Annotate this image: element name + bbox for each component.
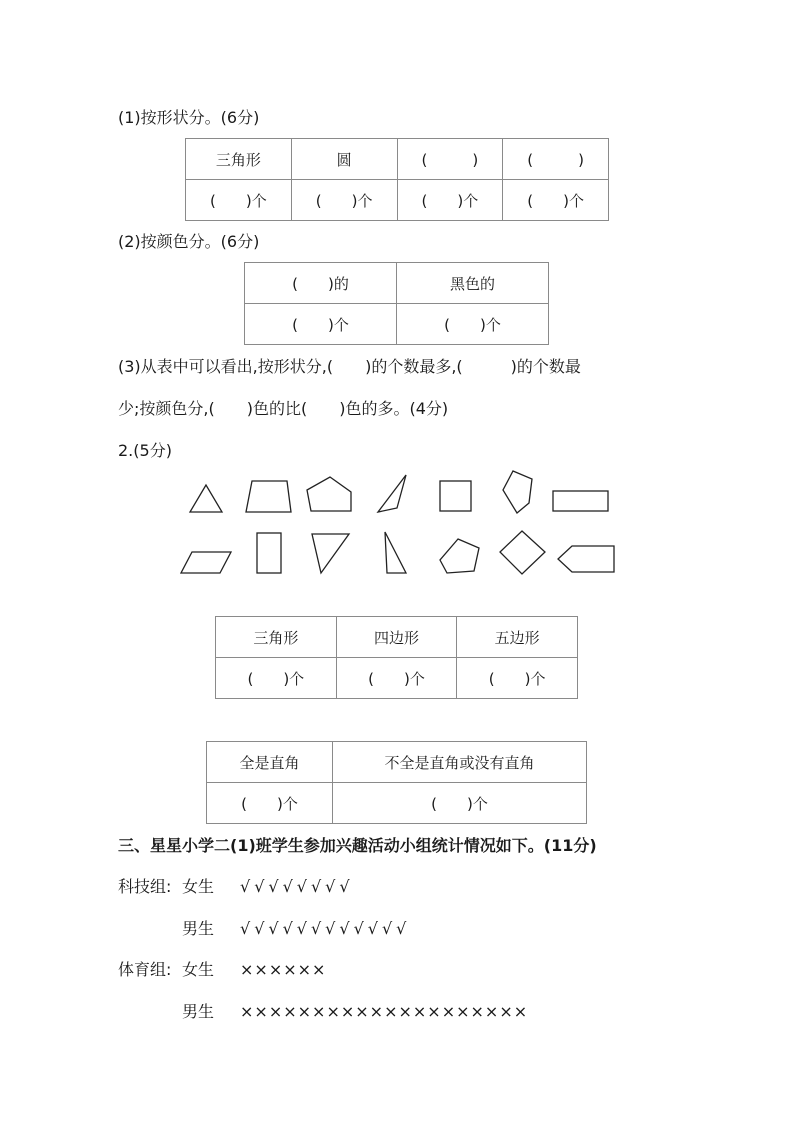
header-color-blank[interactable]: ( )的: [245, 263, 397, 304]
q3-line2: 少;按颜色分,( )色的比( )色的多。(4分): [118, 399, 449, 418]
q2-label: (2)按颜色分。(6分): [118, 232, 260, 251]
count-cell[interactable]: ( )个: [457, 658, 578, 699]
cross-marks: ××××××××××××××××××××: [240, 1002, 529, 1021]
right-angle-table: [206, 741, 587, 824]
header-black: 黑色的: [397, 263, 549, 304]
header-pentagon: 五边形: [457, 617, 578, 658]
trapezoid-shape: [246, 481, 291, 512]
count-cell[interactable]: ( )个: [207, 783, 333, 824]
header-all-right-angles: 全是直角: [207, 742, 333, 783]
tally-row: [118, 1001, 528, 1023]
count-cell[interactable]: ( )个: [397, 180, 503, 221]
pentagon-shape: [440, 539, 479, 573]
square-shape: [500, 531, 545, 574]
triangle-shape: [312, 534, 349, 573]
count-cell[interactable]: ( )个: [397, 304, 549, 345]
polygon-type-table: [215, 616, 578, 699]
count-cell[interactable]: ( )个: [186, 180, 292, 221]
tally-row: [118, 959, 326, 981]
q3-line1: (3)从表中可以看出,按形状分,( )的个数最多,( )的个数最: [118, 357, 581, 376]
triangle-shape: [385, 532, 406, 573]
tally-row: [118, 918, 410, 940]
count-cell[interactable]: ( )个: [216, 658, 337, 699]
header-blank-1[interactable]: ( ): [397, 139, 503, 180]
header-blank-2[interactable]: ( ): [503, 139, 609, 180]
tally-row: [118, 876, 354, 898]
gender-label: 女生: [182, 960, 215, 979]
header-triangle: 三角形: [216, 617, 337, 658]
header-not-all-right-angles: 不全是直角或没有直角: [333, 742, 587, 783]
header-triangle: 三角形: [186, 139, 292, 180]
header-circle: 圆: [291, 139, 397, 180]
group-label: 科技组:: [118, 877, 172, 896]
check-marks: √√√√√√√√√√√√: [240, 919, 411, 938]
gender-label: 女生: [182, 877, 215, 896]
header-quadrilateral: 四边形: [336, 617, 457, 658]
pentagon-shape: [558, 546, 614, 572]
pentagon-shape: [307, 477, 351, 511]
section3-title: 三、星星小学二(1)班学生参加兴趣活动小组统计情况如下。(11分): [118, 836, 597, 855]
count-cell[interactable]: ( )个: [333, 783, 587, 824]
problem2-label: 2.(5分): [118, 441, 172, 460]
rectangle-shape: [553, 491, 608, 511]
count-cell[interactable]: ( )个: [291, 180, 397, 221]
q1-label: (1)按形状分。(6分): [118, 108, 260, 127]
cross-marks: ××××××: [240, 960, 327, 979]
triangle-shape: [378, 475, 406, 512]
check-marks: √√√√√√√√: [240, 877, 354, 896]
group-label: 体育组:: [118, 960, 172, 979]
count-cell[interactable]: ( )个: [245, 304, 397, 345]
triangle-shape: [190, 485, 222, 512]
count-cell[interactable]: ( )个: [503, 180, 609, 221]
parallelogram-shape: [181, 552, 231, 573]
rectangle-shape: [257, 533, 281, 573]
pentagon-shape: [503, 471, 532, 513]
gender-label: 男生: [182, 1002, 215, 1021]
count-cell[interactable]: ( )个: [336, 658, 457, 699]
gender-label: 男生: [182, 919, 215, 938]
square-shape: [440, 481, 471, 511]
